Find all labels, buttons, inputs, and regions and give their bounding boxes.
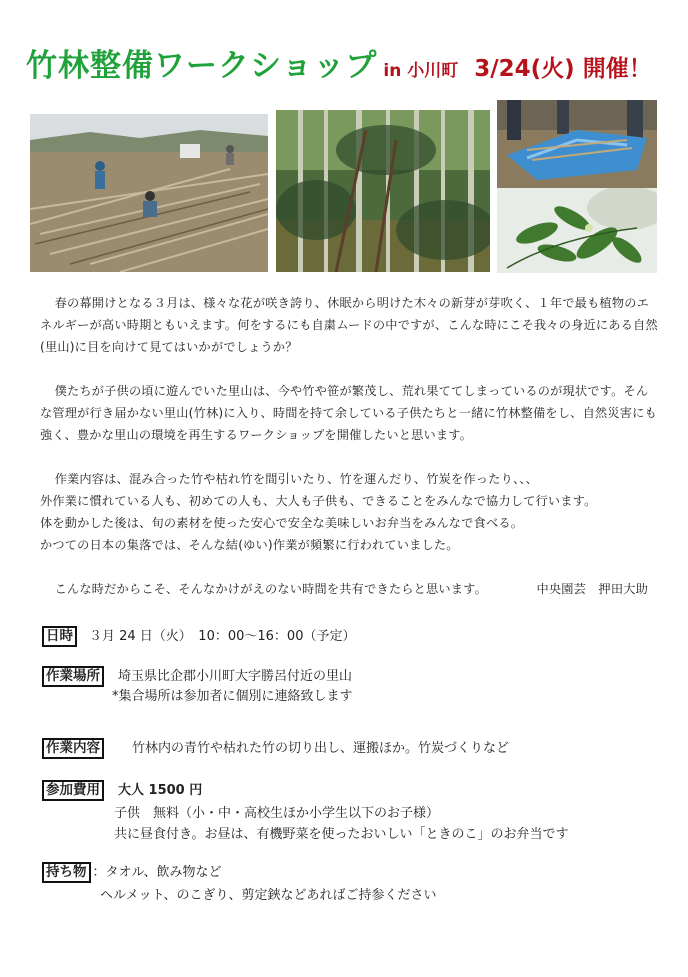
bamboo-forest-photo — [276, 110, 490, 272]
event-date-headline: 3/24(火) 開催！ — [474, 56, 652, 82]
intro-paragraph-3-line-3: 体を動かした後は、旬の素材を使った安心で安全な美味しいお弁当をみんなで食べる。 — [40, 516, 524, 530]
intro-paragraph-3-line-1: 作業内容は、混み合った竹や枯れ竹を間引いたり、竹を運んだり、竹炭を作ったり、、、 — [54, 472, 538, 486]
datetime-value: ３月 24 日（火） 10：00～16：00（予定） — [89, 629, 356, 644]
intro-paragraph-3-line-4: かつての日本の集落では、そんな結(ゆい)作業が頻繁に行われていました。 — [40, 538, 459, 552]
fee-child: 子供 無料（小・中・高校生ほか小学生以下のお子様） — [114, 806, 440, 821]
work-label: 作業内容 — [42, 738, 104, 759]
work-row — [42, 738, 509, 759]
place-row — [42, 666, 352, 687]
intro-paragraph-2: 僕たちが子供の頃に遊んでいた里山は、今や竹や笹が繁茂し、荒れ果ててしまっているのが現状です。そんな管理が行き届かない里山(竹林)に入り、時間を持て余している子供たちと一緒に竹林整備をし、自然災害にも強く、豊かな里山の環境を再生するワークショップを開催したいと思います。 — [40, 384, 657, 442]
place-note: *集合場所は参加者に個別に連絡致します — [112, 689, 353, 704]
items-row — [42, 862, 221, 883]
fee-adult: 大人 1500 円 — [118, 783, 203, 798]
datetime-label: 日時 — [42, 626, 77, 647]
items-line-2: ヘルメット、のこぎり、剪定鋏などあればご持参ください — [100, 888, 437, 903]
items-value: ：タオル、飲み物など — [92, 865, 222, 880]
workers-cutting-bamboo-photo — [30, 114, 268, 272]
camellia-leaves-photo — [497, 188, 657, 273]
fee-label: 参加費用 — [42, 780, 104, 801]
place-label: 作業場所 — [42, 666, 104, 687]
intro-text — [40, 292, 660, 600]
intro-paragraph-3-line-2: 外作業に慣れている人も、初めての人も、大人も子供も、できることをみんなで協力して行います。 — [40, 494, 597, 508]
intro-paragraph-1: 春の幕開けとなる３月は、様々な花が咲き誇り、休眠から明けた木々の新芽が芽吹く、１年で最も植物のエネルギーが高い時期ともいえます。何をするにも自粛ムードの中ですが、こんな時にこそ我々の身近にある自然(里山)に目を向けて見てはいかがでしょうか？ — [40, 296, 658, 354]
closing-line: こんな時だからこそ、そんなかけがえのない時間を共有できたらと思います。 — [54, 582, 487, 596]
fee-row — [42, 780, 202, 801]
location-tag: in 小川町 — [383, 61, 459, 81]
workshop-title: 竹林整備ワークショップ — [26, 48, 378, 84]
fee-lunch-note: 共に昼食付き。お昼は、有機野菜を使ったおいしい「ときのこ」のお弁当です — [114, 827, 569, 842]
signature: 中央園芸 押田大助 — [536, 582, 648, 596]
place-value: 埼玉県比企郡小川町大字勝呂付近の里山 — [118, 669, 353, 684]
items-label: 持ち物 — [42, 862, 91, 883]
bamboo-charcoal-tarp-photo — [497, 100, 657, 188]
work-value: 竹林内の青竹や枯れた竹の切り出し、運搬ほか。竹炭づくりなど — [132, 741, 510, 756]
datetime-row — [42, 626, 355, 647]
page-title — [26, 40, 652, 85]
